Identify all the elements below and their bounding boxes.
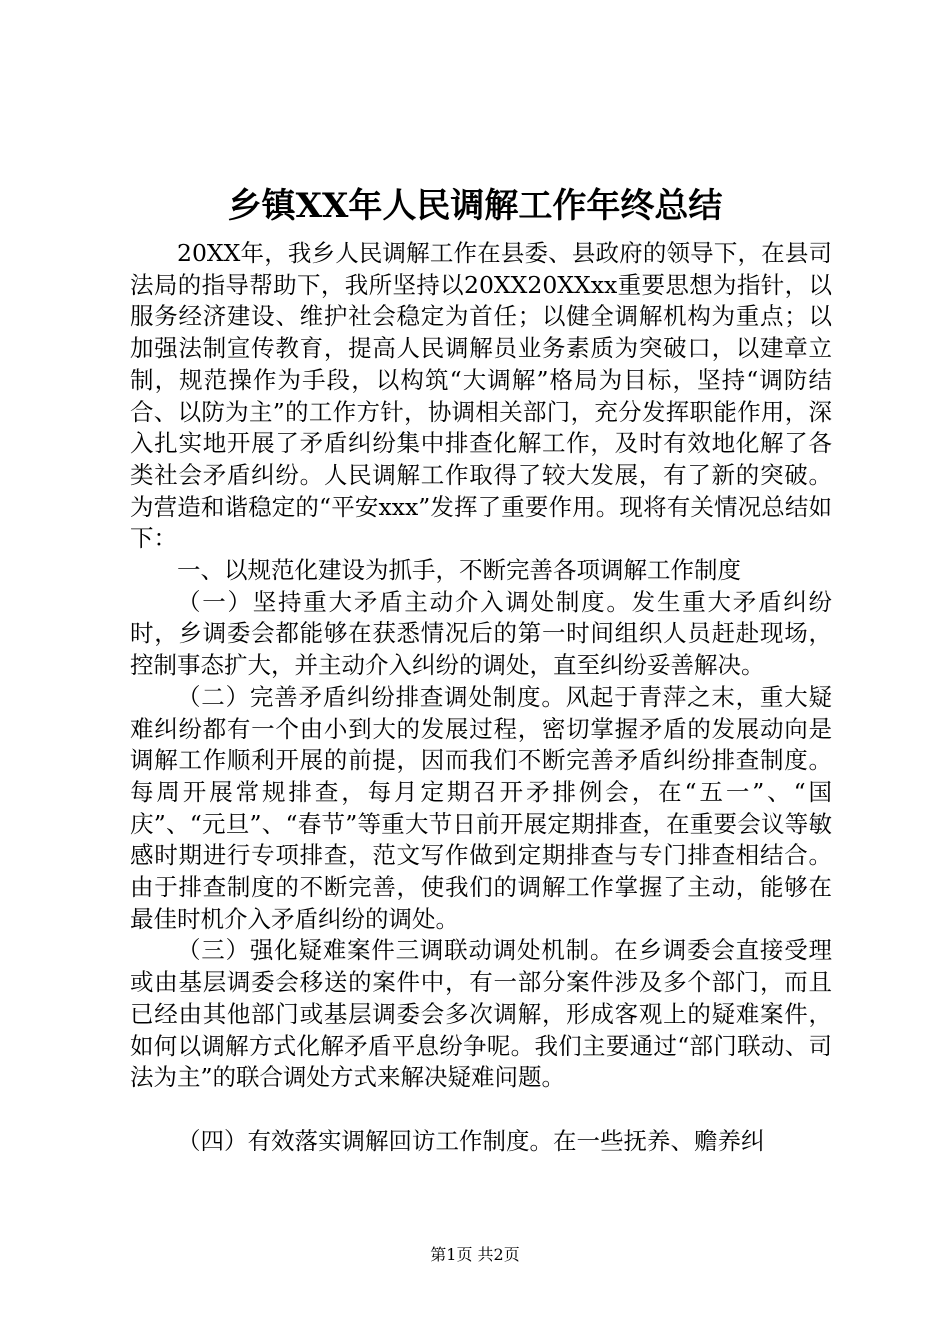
paragraph-item-2: （二）完善矛盾纠纷排查调处制度。风起于青萍之末，重大疑难纠纷都有一个由小到大的发展过程，密切掌握矛盾的发展动向是调解工作顺利开展的前提，因而我们不断完善矛盾纠纷排查制度。每周开展常规排查，每月定期召开矛排例会，在“五一”、“国庆”、“元旦”、“春节”等重大节日前开展定期排查，在重要会议等敏感时期进行专项排查，范文写作做到定期排查与专门排查相结合。由于排查制度的不断完善，使我们的调解工作掌握了主动，能够在最佳时机介入矛盾纠纷的调处。: [130, 682, 832, 933]
paragraph-item-3: （三）强化疑难案件三调联动调处机制。在乡调委会直接受理或由基层调委会移送的案件中，有一部分案件涉及多个部门，而且已经由其他部门或基层调委会多次调解，形成客观上的疑难案件，如何以调解方式化解矛盾平息纷争呢。我们主要通过“部门联动、司法为主”的联合调处方式来解决疑难问题。: [130, 936, 832, 1092]
paragraph-item-4: （四）有效落实调解回访工作制度。在一些抚养、赡养纠: [177, 1126, 765, 1155]
paragraph-intro: 20XX年，我乡人民调解工作在县委、县政府的领导下，在县司法局的指导帮助下，我所坚持以20XX20XXxx重要思想为指针，以服务经济建设、维护社会稳定为首任；以健全调解机构为重点；以加强法制宣传教育，提高人民调解员业务素质为突破口，以建章立制，规范操作为手段，以构筑“大调解”格局为目标，坚持“调防结合、以防为主”的工作方针，协调相关部门，充分发挥职能作用，深入扎实地开展了矛盾纠纷集中排查化解工作，及时有效地化解了各类社会矛盾纠纷。人民调解工作取得了较大发展，有了新的突破。为营造和谐稳定的“平安xxx”发挥了重要作用。现将有关情况总结如下：: [130, 239, 832, 553]
section-heading-1: 一、以规范化建设为抓手，不断完善各项调解工作制度: [177, 556, 741, 585]
document-body: [130, 238, 832, 1157]
document-title: 乡镇XX年人民调解工作年终总结: [227, 186, 723, 226]
page-footer: 第1页 共2页: [430, 1245, 520, 1264]
paragraph-item-1: （一）坚持重大矛盾主动介入调处制度。发生重大矛盾纠纷时，乡调委会都能够在获悉情况后的第一时间组织人员赶赴现场，控制事态扩大，并主动介入纠纷的调处，直至纠纷妥善解决。: [130, 587, 832, 680]
